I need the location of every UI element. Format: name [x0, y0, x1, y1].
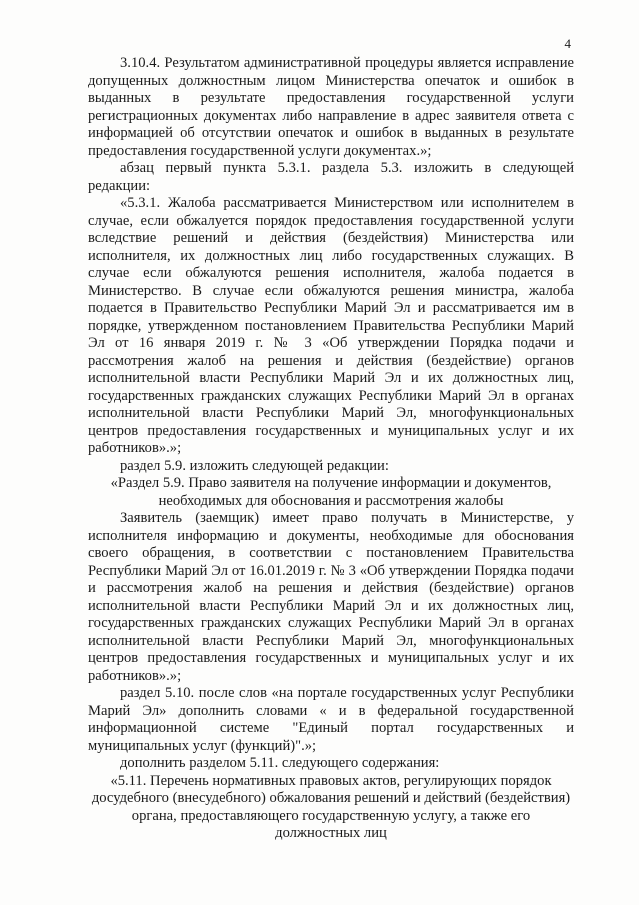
page-number: 4 — [564, 36, 571, 51]
paragraph-amendment-5-3-1-intro: абзац первый пункта 5.3.1. раздела 5.3. изложить в следующей редакции: — [88, 160, 574, 194]
paragraph-amendment-5-11-intro: дополнить разделом 5.11. следующего содержания: — [120, 755, 440, 771]
paragraph-3-10-4: 3.10.4. Результатом административной процедуры является исправление допущенных должностным лицом Министерства опечаток и ошибок в выданных в результате предоставления государственной услуги регистрационных документах либо направление в адрес заявителя ответа с информацией об отсутствии опечаток и ошибок в выданных в результате предоставления государственной услуги документах.»; — [88, 55, 574, 159]
heading-section-5-9: «Раздел 5.9. Право заявителя на получение информации и документов, необходимых для обоснования и рассмотрения жалобы — [110, 475, 552, 509]
paragraph-5-9-body: Заявитель (заемщик) имеет право получать в Министерстве, у исполнителя информацию и документы, необходимые для обоснования своего обращения, в соответствии с постановлением Правительства Республики Марий Эл от 16.01.2019 г. № 3 «Об утверждении Порядка подачи и рассмотрения жалоб на решения и действия (бездействие) органов исполнительной власти Республики Марий Эл и их должностных лиц, государственных гражданских служащих Республики Марий Эл в органах исполнительной власти Республики Марий Эл, многофункциональных центров предоставления государственных и муниципальных услуг и их работников».»; — [88, 510, 574, 684]
document-body — [88, 55, 574, 843]
paragraph-5-3-1: «5.3.1. Жалоба рассматривается Министерством или исполнителем в случае, если обжалуется порядок предоставления государственной услуги вследствие решений и действия (бездействия) Министерства или исполнителя, их должностных лиц либо государственных служащих. В случае если обжалуются решения исполнителя, жалоба подается в Министерство. В случае если обжалуются решения министра, жалоба подается в Правительство Республики Марий Эл и рассматривается им в порядке, утвержденном постановлением Правительства Республики Марий Эл от 16 января 2019 г. № 3 «Об утверждении Порядка подачи и рассмотрения жалоб на решения и действия (бездействие) органов исполнительной власти Республики Марий Эл и их должностных лиц, государственных гражданских служащих Республики Марий Эл в органах исполнительной власти Республики Марий Эл, многофункциональных центров предоставления государственных и муниципальных услуг и их работников».»; — [88, 195, 574, 456]
paragraph-amendment-5-10: раздел 5.10. после слов «на портале государственных услуг Республики Марий Эл» дополнить словами « и в федеральной государственной информационной системе "Единый портал государственных и муниципальных услуг (функций)".»; — [88, 685, 574, 754]
paragraph-amendment-5-9-intro: раздел 5.9. изложить следующей редакции: — [120, 457, 389, 474]
heading-section-5-11: «5.11. Перечень нормативных правовых актов, регулирующих порядок досудебного (внесудебного) обжалования решений и действий (бездействия) органа, предоставляющего государственную услугу, а также его должностных лиц — [91, 772, 571, 841]
